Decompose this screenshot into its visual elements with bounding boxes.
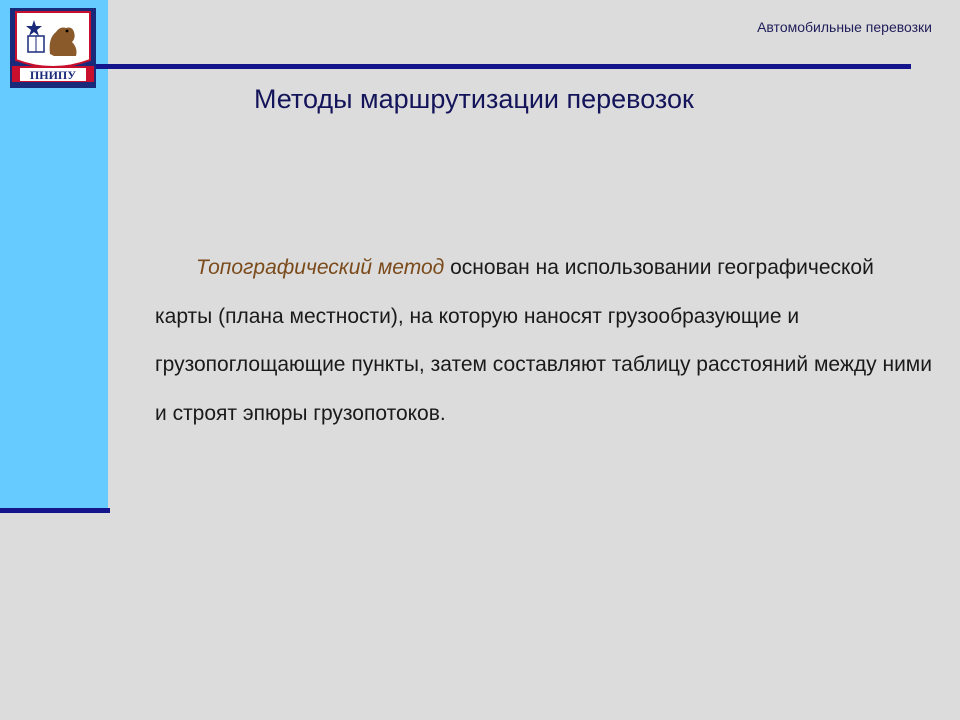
slide-term: Топографический метод (196, 256, 445, 279)
logo-text: ПНИПУ (29, 68, 77, 82)
university-logo (10, 8, 96, 88)
side-band-divider (0, 508, 110, 513)
header-title: Автомобильные перевозки (757, 19, 932, 35)
slide-body-text: основан на использовании географической карты (плана местности), на которую наносят грузообразующие и грузопоглощающие пункты, затем составляют таблицу расстояний между ними и строят эпюры грузопотоков. (155, 256, 932, 425)
header-rule (96, 64, 911, 69)
slide-body (155, 244, 935, 438)
slide-title: Методы маршрутизации перевозок (254, 84, 694, 114)
